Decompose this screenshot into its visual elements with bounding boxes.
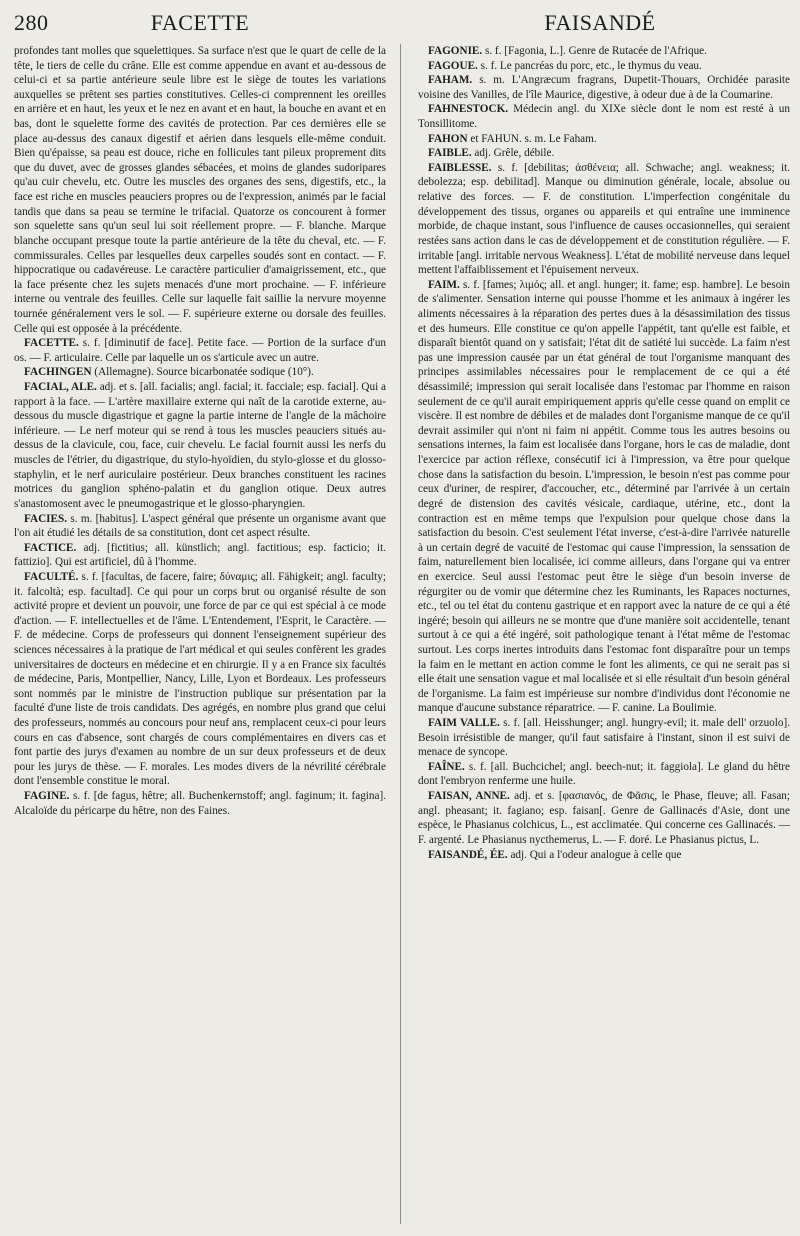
entry-definition: adj. Grêle, débile. xyxy=(474,147,555,160)
entry-headword: FAISANDÉ, ÉE. xyxy=(428,848,508,861)
entry-definition: s. f. [de fagus, hêtre; all. Buchenkernstoff; angl. faginum; it. fagina]. Alcaloïde du péricarpe du hêtre, non des Faines. xyxy=(14,790,386,817)
entry-continuation: profondes tant molles que squelettiques. Sa surface n'est que le quart de celle de la tête, le tiers de celle du crâne. Elle est comme appendue en avant et au-dessous de celui-ci et sa partie antérieure seule libre est le siège de toutes les variations auxquelles se prêtent ses parties constitutives. Celles-ci comprennent les oreilles en arrière et en haut, les yeux et le nez en avant et en haut, la bouche en avant et en bas, dont le squelette forme des cavités de protection. Par ces dernières elle se place au-dessus des canaux digestif et aérien dans lesquels elle-même conduit. Bien qu'épaisse, sa peau est douce, riche en follicules tant pileux proprement dits que du duvet, avec de grosses glandes sébacées, et moins de glandes sudoripares qu'au cuir chevelu, etc. Outre les muscles des organes des sens, digestifs, etc., la face est riche en muscles peauciers propres ou de l'expression, animés par le facial tandis que dans sa peau se termine le trifacial. Quatorze os concourent à former son squelette sans qu'un seul lui soit réellement propre. — F. blanche. Marque blanche occupant presque toute la partie antérieure de la tête du cheval, etc. — F. commissurales. Celles par lesquelles deux carpelles soudés sont en contact. — F. hippocratique ou cadavéreuse. Le caractère particulier d'amaigrissement, etc., que la face présente chez les sujets menacés d'une mort prochaine. — F. inférieure interne ou ventrale des feuilles. Celle sur laquelle fait saillie la nervure moyenne tournée généralement vers le sol. — F. supérieure externe ou dorsale des feuilles. Celle qui est opposée à la précédente. xyxy=(14,45,386,335)
column-divider xyxy=(400,44,401,1224)
left-guide-word: FACETTE xyxy=(150,10,250,35)
entry-definition: adj. et s. [φασιανός, de Φᾶσις, le Phase, fleuve; all. Fasan; angl. pheasant; it. fagiano; esp. faisan[. Genre de Gallinacés d'Asie, dont une espèce, le Phasianus colchicus, L., est acclimatée. Qui concerne ces Gallinacés. — F. argenté. Le Phasianus nycthemerus, L. — F. doré. Le Phasianus pictus, L. xyxy=(418,790,790,846)
entry-headword: FACIES. xyxy=(24,512,67,525)
entry-headword: FACETTE. xyxy=(24,337,79,350)
dictionary-entry xyxy=(14,512,386,541)
entry-definition: adj. et s. [all. facialis; angl. facial; it. facciale; esp. facial]. Qui a rapport à la face. — L'artère maxillaire externe qui naît de la carotide externe, au-dessous du muscle digastrique et gagne la partie interne de l'angle de la mâchoire inférieure. — Le nerf moteur qui se rend à tous les muscles peauciers situés au-dessus de la clavicule, cou, face, cuir chevelu. Le facial fournit aussi les nerfs du muscles de l'étrier, du digastrique, du stylo-hyoïdien, du stylo-glosse et du glosso-staphylin, et le nerf auriculaire postérieur. Deux branches constituent les racines motrices du ganglion sphéno-palatin et du ganglion otique. Deux autres s'anastomosent avec le pneumogastrique et le glosso-pharyngien. xyxy=(14,381,386,510)
entry-headword: FAGINE. xyxy=(24,790,70,803)
entry-headword: FAIBLESSE. xyxy=(428,161,492,174)
dictionary-entry xyxy=(14,380,386,511)
entry-definition: s. f. [diminutif de face]. Petite face. — Portion de la surface d'un os. — F. articulaire. Celle par laquelle un os s'articule avec un autre. xyxy=(14,337,387,364)
dictionary-entry xyxy=(418,161,790,278)
entry-definition: s. m. [habitus]. L'aspect général que présente un organisme avant que l'on ait étudié les détails de sa constitution, dont cet aspect résulte. xyxy=(14,512,387,540)
entry-headword: FAIM VALLE. xyxy=(428,717,500,730)
entry-headword: FACIAL, ALE. xyxy=(24,381,97,394)
right-column xyxy=(418,44,790,862)
entry-headword: FAIM. xyxy=(428,278,460,291)
entry-definition: adj. Qui a l'odeur analogue à celle que xyxy=(510,848,682,861)
dictionary-entry xyxy=(418,848,790,863)
entry-definition: s. f. [fames; λιμός; all. et angl. hunger; it. fame; esp. hambre]. Le besoin de s'alimenter. Sensation interne qui pousse l'homme et les animaux à ingérer les aliments nécessaires à la réparation des pertes dues à la désassimilation des tissus et des humeurs. Elle constitue ce qu'on appelle l'appétit, tant qu'elle est faible, et disparaît bientôt quand on y satisfait; l'état dit de satiété lui succède. La faim n'est pas une impression causée par un état général de tout l'organisme manquant des principes assimilables nécessaires pour le remplacement de ce qui a été désassimilé; impression qui serait localisée dans l'estomac par l'homme en raison seulement de ce qu'il aurait empiriquement appris qu'elle cesse quand on emplit ce viscère. Il est nombre de débiles et de malades dont l'organisme manque de ce qu'il devrait assimiler qui n'ont ni faim ni appétit. Comme tous les autres besoins ou sensations internes, la faim est localisée dans l'organe, hors le cas de maladie, dont l'exercice par action réflexe, consécutif ici à l'impression, va être pour quelque chose dans la satisfaction du besoin. L'impression, le besoin n'est pas comme pour ceux d'uriner, de respirer, d'accoucher, etc., déterminé par l'arrivée à un certain degré de distension des cavités vésicale, cardiaque, utérine, etc., dont la contraction est en même temps que l'expulsion pour quelque chose dans la satisfaction du besoin. C'est seulement l'état inverse, c'est-à-dire l'arrivée naturelle à un certain degré de vacuité de l'estomac qui cause l'impression, la senssation de faim, naturellement bien localisée, ici comme ailleurs, dans l'organe qui va entrer en exercice. Seul aussi l'estomac peut être le siège d'un besoin inverse de régurgiter ou de vomir que détermine chez les Ruminants, les Rapaces nocturnes, etc., tel ou tel état du contenu gastrique et en rapport avec la nature de ce qui a été ingéré; besoin qui ailleurs ne se montre que d'une manière soit accidentelle, tenant surtout à ce qui a été ingéré, soit pathologique tenant à l'état même de l'estomac surtout. Les corps inertes introduits dans l'estomac font disparaître pour un temps la faim en le mettant en action comme le font les aliments, ce qui ne serait pas si elle était une sensation vague et mal localisée et si elle résultait d'un besoin général de l'organisme. La faim est impérieuse sur nombre d'individus dont l'économie ne manque d'aucune substance réparatrice. — F. canine. La Boulimie. xyxy=(418,278,791,715)
page-number: 280 xyxy=(14,10,49,35)
entry-definition: (Allemagne). Source bicarbonatée sodique (10°). xyxy=(94,366,314,379)
entry-headword: FAÎNE. xyxy=(428,760,465,773)
entry-headword: FAHNESTOCK. xyxy=(428,103,509,116)
dictionary-entry xyxy=(14,365,386,380)
dictionary-entry xyxy=(418,44,790,59)
dictionary-entry xyxy=(14,541,386,570)
dictionary-entry xyxy=(418,59,790,74)
entry-headword: FACTICE. xyxy=(24,541,77,554)
entry-definition: Médecin angl. du XIXe siècle dont le nom est resté à un Tonsillitome. xyxy=(418,103,790,131)
dictionary-entry xyxy=(418,146,790,161)
entry-definition: et FAHUN. s. m. Le Faham. xyxy=(470,132,597,145)
dictionary-entry xyxy=(14,336,386,365)
running-header xyxy=(14,10,786,36)
entry-headword: FAGONIE. xyxy=(428,45,483,57)
entry-headword: FACHINGEN xyxy=(24,366,92,379)
dictionary-entry xyxy=(418,73,790,102)
dictionary-entry xyxy=(418,102,790,131)
entry-headword: FAGOUE. xyxy=(428,59,478,72)
dictionary-entry xyxy=(418,278,790,716)
entry-headword: FAHON xyxy=(428,132,468,145)
entry-headword: FAISAN, ANNE. xyxy=(428,790,510,803)
entry-definition: s. f. [debilitas; ἀσθένεια; all. Schwache; angl. weakness; it. debolezza; esp. debilitad]. Manque ou diminution générale, locale, absolue ou relative des forces. — F. de constitution. L'imperfection congénitale du développement des tissus, organes ou appareils et qui entraîne une imminence morbide, de chaque instant, sous l'influence de causes occasionnelles, qui seraient restées sans action dans le cas de développement et de constitution régulière. — F. irritable [angl. irritable nervous Weakness]. L'état de mobilité nerveuse dans lequel mettent l'affaiblissement et l'épuisement nerveux. xyxy=(418,161,791,277)
left-column xyxy=(14,44,386,818)
dictionary-entry xyxy=(418,789,790,847)
entry-definition: s. f. [facultas, de facere, faire; δύναμις; all. Fähigkeit; angl. faculty; it. falcoltà; esp. facultad]. Ce qui pour un corps brut ou organisé résulte de son activité propre et devient un pouvoir, une force de par ce qui est spécial à ce mode d'action. — F. intellectuelles et de l'âme. L'Entendement, l'Esprit, le Caractère. — F. de médecine. Corps de professeurs qui donnent l'enseignement supérieur des sciences nécessaires à la pratique de l'art médical et qui seules confèrent les grades universitaires de docteurs en médecine et en chirurgie. Il y a en France six facultés de médecine, Paris, Montpellier, Nancy, Lille, Lyon et Bordeaux. Les professeurs sont nommés par le ministre de l'instruction publique sur présentation par la faculté d'une liste de trois candidats. Des agrégés, en nombre plus grand que celui des professeurs, nommés au concours pour neuf ans, remplacent ceux-ci pour leurs cours en cas d'absence, sont chargés de cours complémentaires en divers cas et font partie des jurys d'examen au nombre de un sur deux professeurs et de deux pour les jurys de thèse. — F. morales. Les modes divers de la névrilité cérébrale dont l'ensemble constitue le moral. xyxy=(14,570,386,788)
right-guide-word: FAISANDÉ xyxy=(544,10,656,35)
dictionary-entry xyxy=(14,789,386,818)
dictionary-entry xyxy=(418,760,790,789)
entry-definition: s. f. Le pancréas du porc, etc., le thymus du veau. xyxy=(480,59,702,72)
dictionary-entry xyxy=(14,570,386,789)
dictionary-entry xyxy=(418,716,790,760)
entry-definition: s. f. [Fagonia, L.]. Genre de Rutacée de l'Afrique. xyxy=(484,45,707,57)
entry-headword: FAHAM. xyxy=(428,74,473,87)
entry-headword: FACULTÉ. xyxy=(24,570,79,583)
entry-headword: FAIBLE. xyxy=(428,147,472,160)
dictionary-entry xyxy=(418,132,790,147)
entry-definition: adj. [fictitius; all. künstlich; angl. factitious; esp. facticio; it. fattizio]. Qui est artificiel, dû à l'homme. xyxy=(14,541,386,569)
entry-definition: s. f. [all. Buchcichel; angl. beech-nut; it. faggiola]. Le gland du hêtre dont l'embryon renferme une huile. xyxy=(418,760,790,788)
entry-definition: s. m. L'Angræcum fragrans, Dupetit-Thouars, Orchidée parasite voisine des Vanilles, de l'île Maurice, digestive, à odeur due à de la Coumarine. xyxy=(418,74,791,101)
entry-definition: s. f. [all. Heisshunger; angl. hungry-evil; it. male dell' orzuolo]. Besoin irrésistible de manger, qu'il faut satisfaire à l'instant, sinon il est suivi de menace de syncope. xyxy=(418,717,790,759)
